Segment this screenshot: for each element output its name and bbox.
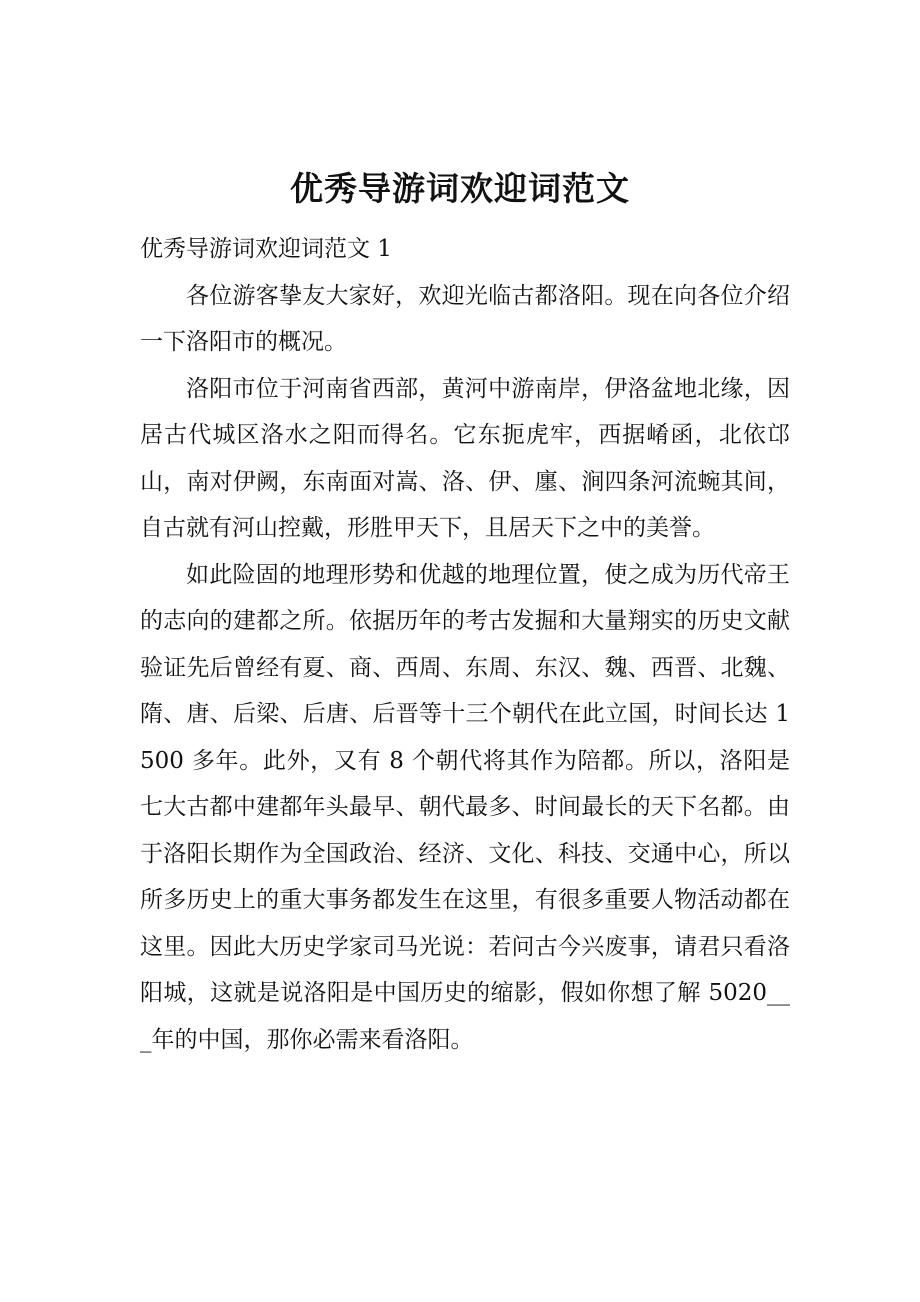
- document-body: [140, 226, 790, 1063]
- document-title: 优秀导游词欢迎词范文: [290, 169, 630, 209]
- paragraph-2: 洛阳市位于河南省西部，黄河中游南岸，伊洛盆地北缘，因居古代城区洛水之阳而得名。它东扼虎牢，西据崤函，北依邙山，南对伊阙，东南面对嵩、洛、伊、廛、涧四条河流蜿其间，自古就有河山控戴，形胜甲天下，且居天下之中的美誉。: [140, 375, 790, 541]
- paragraph-1: 各位游客挚友大家好，欢迎光临古都洛阳。现在向各位介绍一下洛阳市的概况。: [140, 282, 790, 355]
- section-heading: 优秀导游词欢迎词范文 1: [140, 236, 392, 262]
- paragraph-3: 如此险固的地理形势和优越的地理位置，使之成为历代帝王的志向的建都之所。依据历年的考古发掘和大量翔实的历史文献验证先后曾经有夏、商、西周、东周、东汉、魏、西晋、北魏、隋、唐、后梁、后唐、后晋等十三个朝代在此立国，时间长达 1500 多年。此外，又有 8 个朝代将其作为陪都。所以，洛阳是七大古都中建都年头最早、朝代最多、时间最长的天下名都。由于洛阳长期作为全国政治、经济、文化、科技、交通中心，所以所多历史上的重大事务都发生在这里，有很多重要人物活动都在这里。因此大历史学家司马光说：若问古今兴废事，请君只看洛阳城，这就是说洛阳是中国历史的缩影，假如你想了解 5020___年的中国，那你必需来看洛阳。: [140, 561, 790, 1053]
